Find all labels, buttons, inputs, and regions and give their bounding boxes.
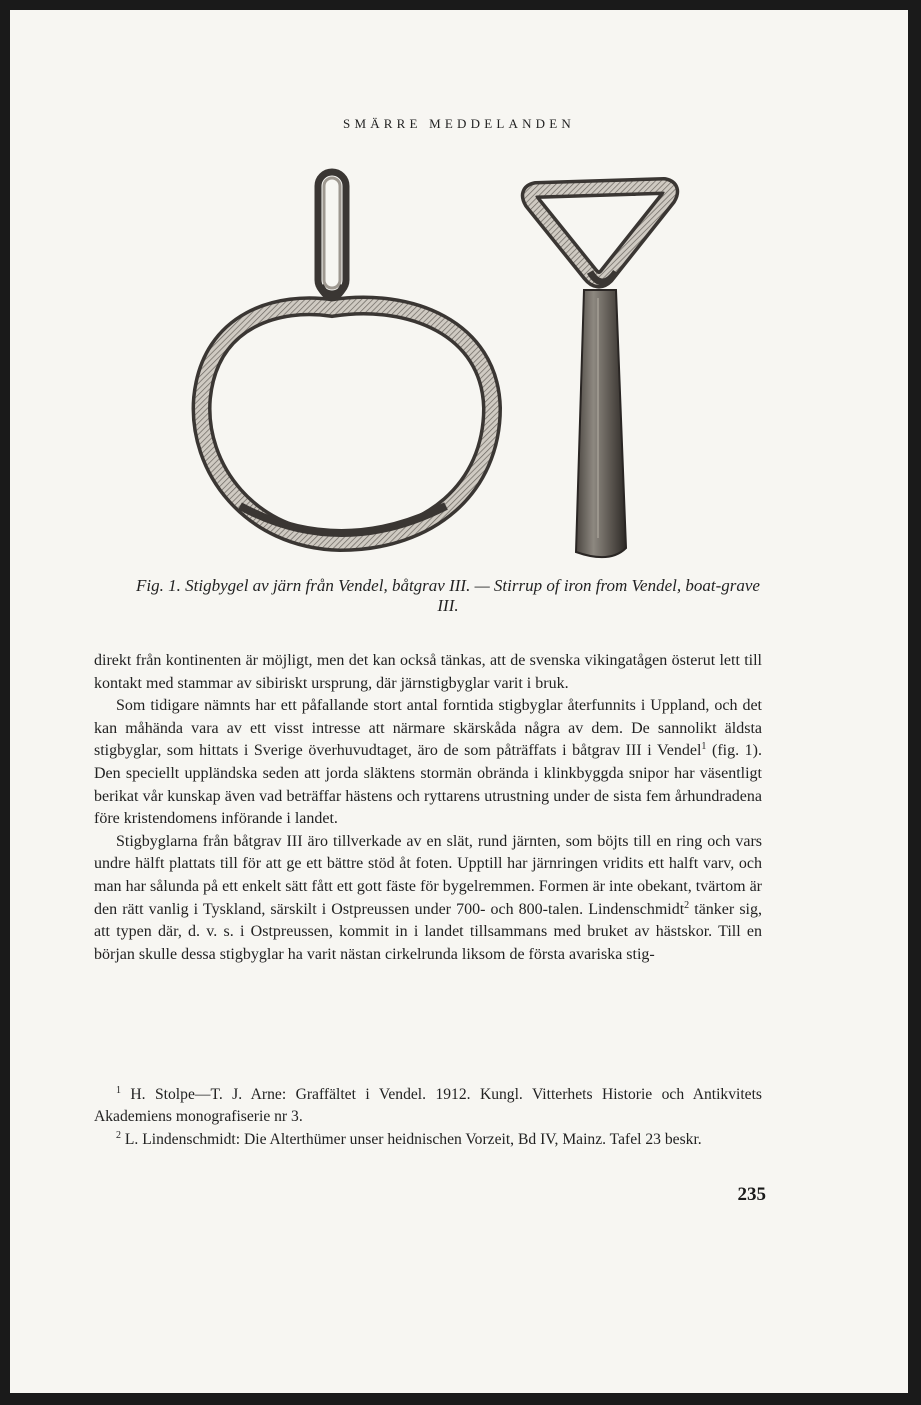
footnotes — [94, 1084, 762, 1153]
footnote-ref-1: 1 — [701, 741, 707, 753]
figure-caption: Fig. 1. Stigbygel av järn från Vendel, båtgrav III. — Stirrup of iron from Vendel, boat-grave III. — [136, 576, 760, 615]
page-number: 235 — [737, 1184, 766, 1205]
paragraph-3-part-b: tänker sig, att typen där, d. v. s. i Ostpreussen, kommit in i landet tillsammans med bruket av hästskor. Till en början skulle dessa stigbyglar ha varit nästan cirkelrunda liksom de första avariska stig- — [94, 900, 762, 963]
book-page — [10, 10, 908, 1393]
footnote-mark-1: 1 — [116, 1085, 121, 1096]
footnote-text-1: H. Stolpe—T. J. Arne: Graffältet i Vendel. 1912. Kungl. Vitterhets Historie och Antikvitets Akademiens monografiserie nr 3. — [94, 1086, 762, 1125]
paragraph-1: direkt från kontinenten är möjligt, men det kan också tänkas, att de svenska vikingatågen österut lett till kontakt med stammar av sibiriskt ursprung, där järnstigbyglar varit i bruk. — [94, 652, 762, 692]
footnote-2 — [94, 1129, 762, 1151]
stirrup-ring-left — [202, 172, 492, 542]
body-text — [94, 650, 762, 966]
running-header: SMÄRRE MEDDELANDEN — [343, 116, 575, 131]
paragraph-2 — [94, 695, 762, 831]
paragraph-3-part-a: Stigbyglarna från båtgrav III äro tillverkade av en slät, rund järnten, som böjts till en ring och vars undre hälft plattats till för att ge ett bättre stöd åt foten. Upptill har järnringen vridits ett halft varv, och man har sålunda på ett enkelt sätt fått ett gott fäste för bygelremmen. Formen är inte obekant, tvärtom är den rätt vanlig i Tyskland, särskilt i Ostpreussen under 700- och 800-talen. Lindenschmidt — [94, 832, 762, 918]
footnote-ref-2: 2 — [684, 899, 690, 911]
paragraph-2-part-a: Som tidigare nämnts har ett påfallande stort antal forntida stigbyglar återfunnits i Uppland, och det kan måhända vara av ett visst intresse att närmare skärskåda några av dem. De sannolikt äldsta stigbyglar, som hittats i Sverige överhuvudtaget, äro de som påträffats i båtgrav III i Vendel — [94, 697, 762, 760]
stirrup-bar-right — [530, 186, 671, 557]
footnote-1 — [94, 1084, 762, 1127]
stirrup-illustration — [170, 168, 690, 578]
paragraph-2-part-b: (fig. 1). Den speciellt uppländska seden att jorda släktens stormän obrända i klinkbyggda snipor har väsentligt berikat vår kunskap även vad beträffar hästens och ryttarens utrustning under de sista fem århundradena före kristendomens införande i landet. — [94, 742, 762, 828]
paragraph-3 — [94, 831, 762, 967]
footnote-text-2: L. Lindenschmidt: Die Alterthümer unser heidnischen Vorzeit, Bd IV, Mainz. Tafel 23 beskr. — [121, 1131, 702, 1148]
footnote-mark-2: 2 — [116, 1130, 121, 1141]
